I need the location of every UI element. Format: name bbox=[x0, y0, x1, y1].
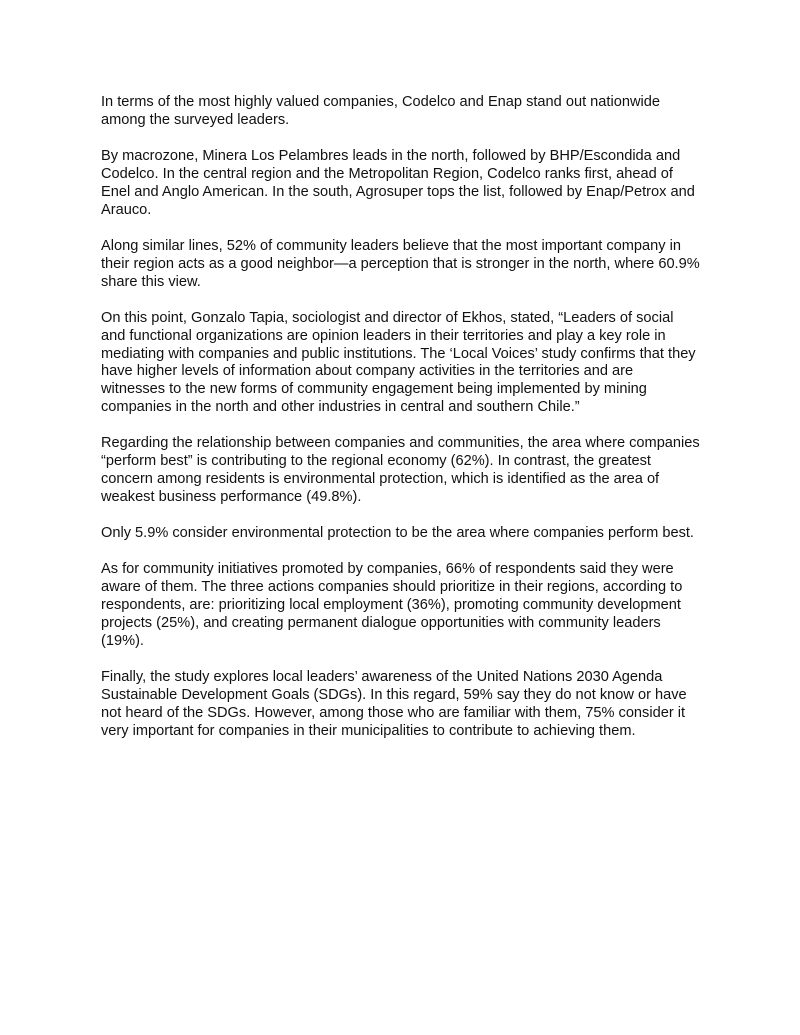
document-body bbox=[101, 94, 701, 759]
paragraph-most-valued-companies: In terms of the most highly valued companies, Codelco and Enap stand out nationwide among the surveyed leaders. bbox=[101, 94, 660, 128]
paragraph-community-initiatives: As for community initiatives promoted by companies, 66% of respondents said they were aware of them. The three actions companies should prioritize in their regions, according to respondents, are: prioritizing local employment (36%), promoting community development projects (25%), and creating permanent dialogue opportunities with community leaders (19%). bbox=[101, 561, 683, 649]
paragraph-environmental-protection: Only 5.9% consider environmental protection to be the area where companies perform best. bbox=[101, 525, 694, 542]
paragraph-good-neighbor: Along similar lines, 52% of community leaders believe that the most important company in their region acts as a good neighbor—a perception that is stronger in the north, where 60.9% share this view. bbox=[101, 237, 700, 290]
paragraph-macrozone-rankings: By macrozone, Minera Los Pelambres leads in the north, followed by BHP/Escondida and Codelco. In the central region and the Metropolitan Region, Codelco ranks first, ahead of Enel and Anglo American. In the south, Agrosuper tops the list, followed by Enap/Petrox and Arauco. bbox=[101, 148, 695, 218]
paragraph-gonzalo-tapia-quote: On this point, Gonzalo Tapia, sociologist and director of Ekhos, stated, “Leaders of social and functional organizations are opinion leaders in their territories and play a key role in mediating with companies and public institutions. The ‘Local Voices’ study confirms that they have higher levels of information about company activities in the territories and are witnesses to the new forms of community engagement being implemented by mining companies in the north and other industries in central and southern Chile.” bbox=[101, 309, 696, 416]
paragraph-sdg-awareness: Finally, the study explores local leaders’ awareness of the United Nations 2030 Agenda Sustainable Development Goals (SDGs). In this regard, 59% say they do not know or have not heard of the SDGs. However, among those who are familiar with them, 75% consider it very important for companies in their municipalities to contribute to achieving them. bbox=[101, 668, 687, 739]
paragraph-company-community-relationship: Regarding the relationship between companies and communities, the area where companies “perform best” is contributing to the regional economy (62%). In contrast, the greatest concern among residents is environmental protection, which is identified as the area of weakest business performance (49.8%). bbox=[101, 435, 700, 506]
